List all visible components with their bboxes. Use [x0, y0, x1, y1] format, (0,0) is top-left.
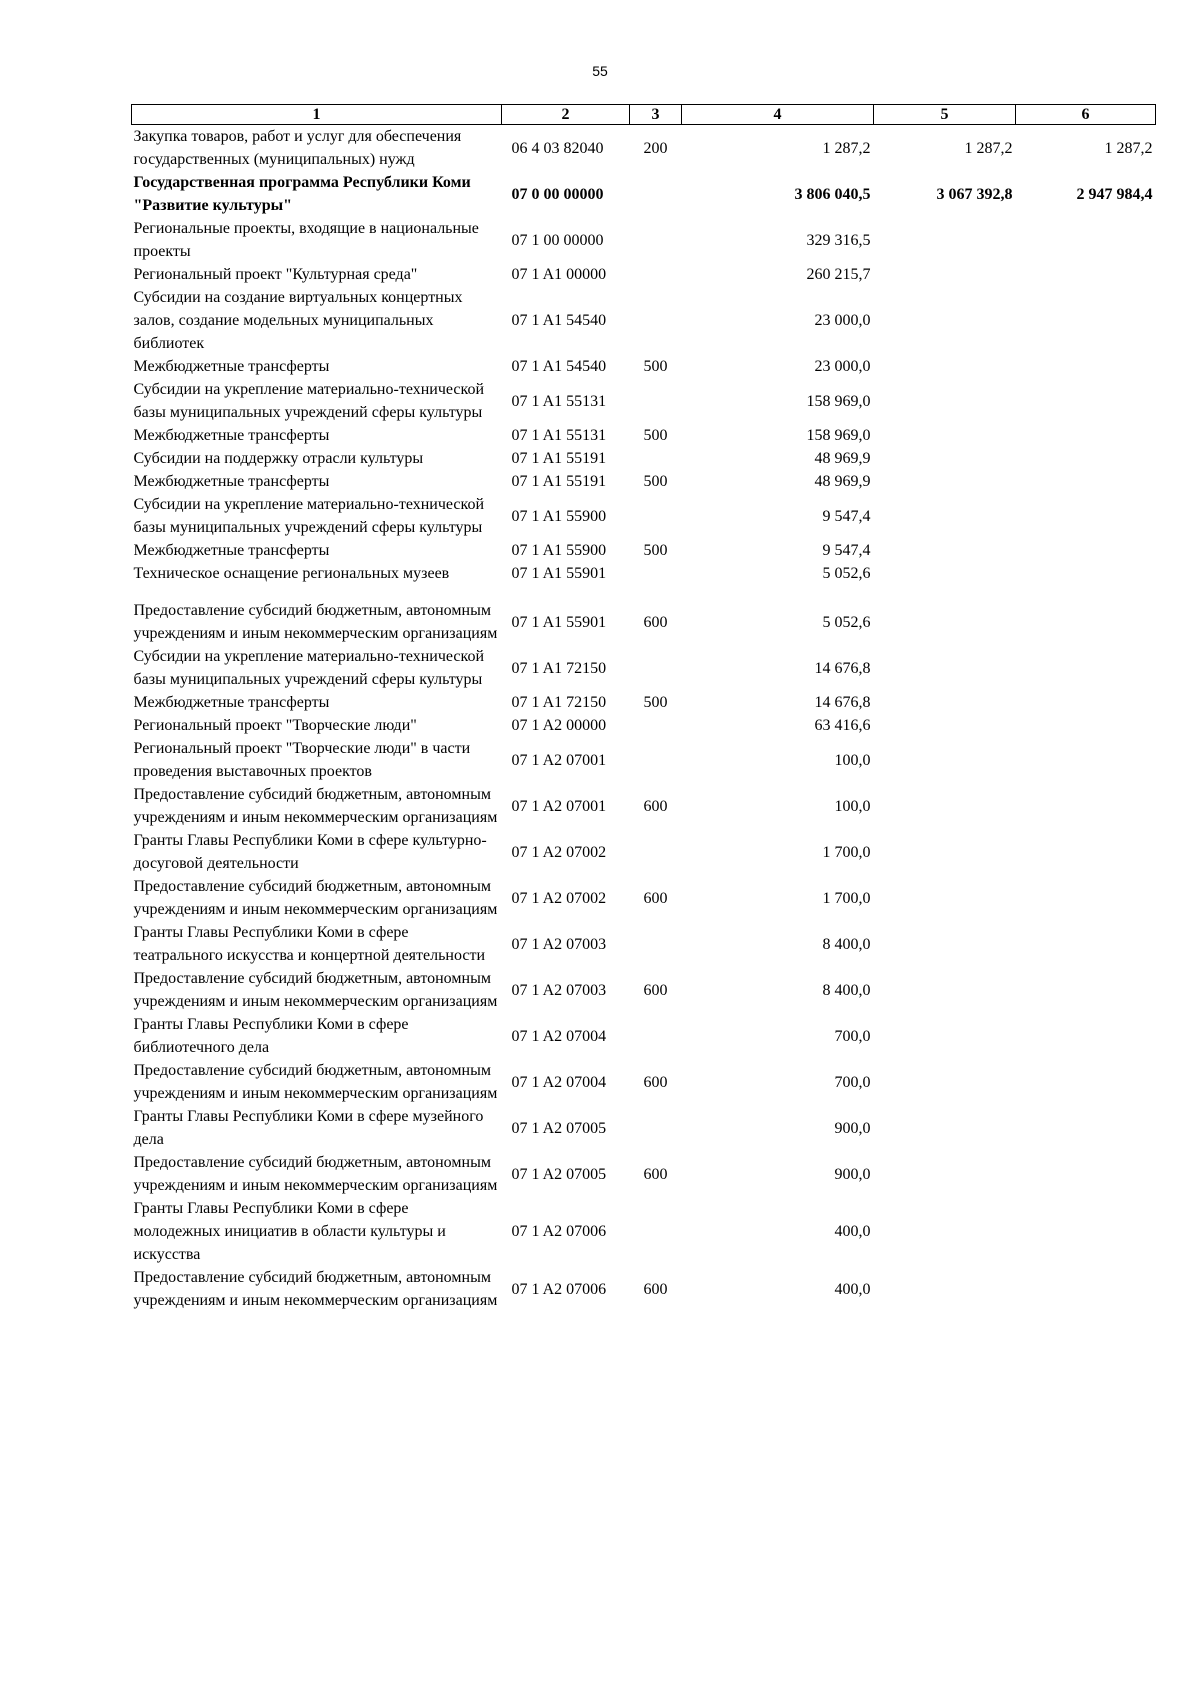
row-name-cell: Предоставление субсидий бюджетным, автономным учреждениям и иным некоммерческим организациям	[133, 1062, 498, 1102]
table-body	[132, 125, 1156, 1313]
row-value-2-cell	[874, 562, 1016, 599]
table-row	[132, 737, 1156, 783]
table-row	[132, 599, 1156, 645]
row-value-2-cell	[874, 378, 1016, 424]
table-row	[132, 1266, 1156, 1312]
row-code-cell: 07 1 A1 72150	[511, 694, 607, 711]
header-col-3: 3	[630, 105, 682, 125]
row-value-1-cell: 23 000,0	[814, 312, 871, 329]
row-value-1-cell: 48 969,9	[814, 473, 871, 490]
row-code-cell: 07 1 A2 07001	[511, 751, 607, 769]
table-row	[132, 263, 1156, 286]
row-code-cell: 07 1 A2 07006	[511, 1280, 607, 1298]
row-name-cell: Гранты Главы Республики Коми в сфере театрального искусства и концертной деятельности	[133, 924, 486, 964]
row-value-1-cell: 329 316,5	[806, 231, 871, 249]
table-row	[132, 539, 1156, 562]
row-value-1-cell: 1 700,0	[822, 889, 871, 907]
row-name-cell: Региональный проект "Творческие люди" в части проведения выставочных проектов	[133, 740, 471, 780]
table-row	[132, 1013, 1156, 1059]
row-expense-type-cell: 600	[643, 889, 668, 907]
row-value-1-cell: 5 052,6	[822, 565, 871, 582]
row-value-2-cell	[874, 737, 1016, 783]
row-code-cell: 07 1 A2 07003	[511, 935, 607, 953]
row-name-cell: Региональные проекты, входящие в национальные проекты	[133, 220, 479, 260]
row-name-cell: Субсидии на поддержку отрасли культуры	[133, 450, 424, 467]
row-expense-type-cell: 600	[643, 797, 668, 815]
row-code-cell: 07 1 A1 55191	[511, 450, 607, 467]
table-row	[132, 447, 1156, 470]
row-expense-type-cell	[630, 714, 682, 737]
row-value-2-cell	[874, 424, 1016, 447]
row-value-1-cell: 400,0	[834, 1223, 871, 1240]
table-row	[132, 1151, 1156, 1197]
row-value-2-cell	[874, 1059, 1016, 1105]
row-value-3-cell	[1016, 599, 1156, 645]
row-code-cell: 07 1 A2 07001	[511, 797, 607, 815]
row-value-1-cell: 158 969,0	[806, 392, 871, 410]
table-row	[132, 1105, 1156, 1151]
row-value-2-cell	[874, 599, 1016, 645]
row-code-cell: 07 1 A1 55131	[511, 392, 607, 410]
table-row	[132, 829, 1156, 875]
row-expense-type-cell: 500	[643, 542, 668, 559]
row-name-cell: Субсидии на укрепление материально-технической базы муниципальных учреждений сферы культуры	[133, 381, 484, 421]
budget-table	[131, 104, 1156, 1312]
row-expense-type-cell	[630, 737, 682, 783]
row-name-cell: Предоставление субсидий бюджетным, автономным учреждениям и иным некоммерческим организациям	[133, 970, 498, 1010]
table-row	[132, 714, 1156, 737]
row-value-3-cell	[1016, 470, 1156, 493]
table-row	[132, 875, 1156, 921]
row-expense-type-cell	[630, 562, 682, 599]
header-col-5: 5	[874, 105, 1016, 125]
table-row	[132, 783, 1156, 829]
row-value-2-cell	[874, 263, 1016, 286]
table-row	[132, 378, 1156, 424]
table-row	[132, 217, 1156, 263]
row-value-2-cell	[874, 286, 1016, 355]
row-code-cell: 07 1 A1 54540	[511, 312, 607, 329]
row-value-3-cell	[1016, 829, 1156, 875]
row-name-cell: Межбюджетные трансферты	[133, 473, 330, 490]
row-value-3-cell	[1016, 737, 1156, 783]
row-code-cell: 07 1 A1 00000	[511, 266, 607, 283]
row-expense-type-cell: 600	[643, 1280, 668, 1298]
row-value-1-cell: 700,0	[834, 1027, 871, 1045]
row-value-1-cell: 8 400,0	[822, 935, 871, 953]
row-name-cell: Гранты Главы Республики Коми в сфере культурно-досуговой деятельности	[133, 832, 487, 872]
row-value-2-cell	[874, 645, 1016, 691]
row-value-3-cell	[1016, 1013, 1156, 1059]
row-name-cell: Межбюджетные трансферты	[133, 427, 330, 444]
header-col-4: 4	[682, 105, 874, 125]
row-value-1-cell: 14 676,8	[814, 694, 871, 711]
row-code-cell: 07 1 A2 07004	[511, 1073, 607, 1091]
row-expense-type-cell	[630, 1013, 682, 1059]
row-expense-type-cell	[630, 1105, 682, 1151]
row-value-2-cell	[874, 1266, 1016, 1312]
row-value-1-cell: 9 547,4	[822, 507, 871, 525]
row-value-3-cell	[1016, 1266, 1156, 1312]
row-value-3-cell: 2 947 984,4	[1076, 185, 1153, 203]
row-name-cell: Региональный проект "Культурная среда"	[133, 266, 418, 283]
row-value-3-cell	[1016, 1105, 1156, 1151]
table-row	[132, 125, 1156, 172]
row-value-1-cell: 1 287,2	[822, 139, 871, 157]
row-expense-type-cell: 200	[643, 139, 668, 157]
table-row	[132, 645, 1156, 691]
row-expense-type-cell	[630, 378, 682, 424]
row-value-1-cell: 1 700,0	[822, 843, 871, 861]
row-value-1-cell: 158 969,0	[806, 427, 871, 444]
table-row	[132, 967, 1156, 1013]
row-name-cell: Государственная программа Республики Коми "Развитие культуры"	[133, 174, 471, 214]
row-expense-type-cell: 500	[643, 473, 668, 490]
table-row	[132, 1059, 1156, 1105]
header-col-6: 6	[1016, 105, 1156, 125]
row-name-cell: Межбюджетные трансферты	[133, 358, 330, 375]
row-code-cell: 07 1 A2 07005	[511, 1165, 607, 1183]
row-value-3-cell	[1016, 286, 1156, 355]
row-value-2-cell: 3 067 392,8	[936, 185, 1013, 203]
table-row	[132, 562, 1156, 599]
row-value-3-cell	[1016, 447, 1156, 470]
row-value-2-cell	[874, 493, 1016, 539]
row-value-1-cell: 63 416,6	[814, 717, 871, 734]
header-col-2: 2	[502, 105, 630, 125]
table-row	[132, 691, 1156, 714]
row-value-3-cell	[1016, 783, 1156, 829]
row-value-3-cell	[1016, 645, 1156, 691]
row-code-cell: 07 1 A1 72150	[511, 659, 607, 677]
row-expense-type-cell	[630, 829, 682, 875]
row-code-cell: 07 1 A2 07002	[511, 889, 607, 907]
row-value-1-cell: 100,0	[834, 797, 871, 815]
row-name-cell: Субсидии на укрепление материально-технической базы муниципальных учреждений сферы культуры	[133, 648, 484, 688]
row-expense-type-cell: 500	[643, 694, 668, 711]
row-code-cell: 07 1 A1 55191	[511, 473, 607, 490]
row-code-cell: 07 1 A1 55131	[511, 427, 607, 444]
row-value-2-cell	[874, 447, 1016, 470]
row-value-1-cell: 100,0	[834, 751, 871, 769]
row-code-cell: 07 1 A1 54540	[511, 358, 607, 375]
row-expense-type-cell: 600	[643, 981, 668, 999]
row-value-2-cell	[874, 470, 1016, 493]
header-col-1: 1	[132, 105, 502, 125]
row-value-1-cell: 400,0	[834, 1280, 871, 1298]
row-name-cell: Предоставление субсидий бюджетным, автономным учреждениям и иным некоммерческим организациям	[133, 878, 498, 918]
row-value-3-cell	[1016, 539, 1156, 562]
page-number: 55	[592, 63, 608, 79]
row-expense-type-cell	[630, 263, 682, 286]
row-expense-type-cell	[630, 217, 682, 263]
row-expense-type-cell: 500	[643, 427, 668, 444]
row-expense-type-cell: 600	[643, 613, 668, 631]
row-value-2-cell	[874, 967, 1016, 1013]
table-row	[132, 286, 1156, 355]
row-code-cell: 07 1 A2 07003	[511, 981, 607, 999]
row-code-cell: 07 1 A2 00000	[511, 717, 607, 734]
row-value-3-cell	[1016, 875, 1156, 921]
row-name-cell: Предоставление субсидий бюджетным, автономным учреждениям и иным некоммерческим организациям	[133, 1269, 498, 1309]
row-value-2-cell	[874, 875, 1016, 921]
row-value-3-cell	[1016, 967, 1156, 1013]
row-expense-type-cell: 500	[643, 358, 668, 375]
row-name-cell: Межбюджетные трансферты	[133, 542, 330, 559]
row-value-2-cell	[874, 1197, 1016, 1266]
row-value-1-cell: 8 400,0	[822, 981, 871, 999]
row-value-2-cell	[874, 783, 1016, 829]
row-expense-type-cell	[630, 921, 682, 967]
row-value-1-cell: 700,0	[834, 1073, 871, 1091]
row-value-2-cell: 1 287,2	[964, 139, 1013, 157]
row-value-2-cell	[874, 714, 1016, 737]
row-value-3-cell	[1016, 562, 1156, 599]
row-expense-type-cell: 600	[643, 1073, 668, 1091]
row-value-1-cell: 5 052,6	[822, 613, 871, 631]
row-name-cell: Закупка товаров, работ и услуг для обеспечения государственных (муниципальных) нужд	[133, 128, 462, 168]
row-name-cell: Гранты Главы Республики Коми в сфере музейного дела	[133, 1108, 484, 1148]
row-code-cell: 07 1 A2 07005	[511, 1119, 607, 1137]
row-name-cell: Техническое оснащение региональных музеев	[133, 565, 450, 582]
table-header-row	[132, 105, 1156, 125]
row-name-cell: Региональный проект "Творческие люди"	[133, 717, 417, 734]
row-code-cell: 07 1 A1 55900	[511, 507, 607, 525]
row-value-1-cell: 9 547,4	[822, 542, 871, 559]
row-value-3-cell	[1016, 424, 1156, 447]
row-expense-type-cell	[630, 645, 682, 691]
row-value-2-cell	[874, 1151, 1016, 1197]
row-value-1-cell: 260 215,7	[806, 266, 871, 283]
row-expense-type-cell	[630, 447, 682, 470]
table-row	[132, 470, 1156, 493]
row-name-cell: Субсидии на укрепление материально-технической базы муниципальных учреждений сферы культуры	[133, 496, 484, 536]
table-row	[132, 171, 1156, 217]
row-code-cell: 07 1 A1 55901	[511, 613, 607, 631]
row-value-3-cell	[1016, 714, 1156, 737]
row-code-cell: 07 1 A1 55901	[511, 565, 607, 582]
row-name-cell: Субсидии на создание виртуальных концертных залов, создание модельных муниципальных библиотек	[133, 289, 463, 352]
table-row	[132, 424, 1156, 447]
row-value-3-cell	[1016, 493, 1156, 539]
row-expense-type-cell	[630, 1197, 682, 1266]
row-expense-type-cell: 600	[643, 1165, 668, 1183]
row-value-3-cell	[1016, 691, 1156, 714]
row-value-3-cell	[1016, 1151, 1156, 1197]
row-name-cell: Предоставление субсидий бюджетным, автономным учреждениям и иным некоммерческим организациям	[133, 1154, 498, 1194]
row-expense-type-cell	[630, 493, 682, 539]
row-value-1-cell: 14 676,8	[814, 659, 871, 677]
row-code-cell: 07 1 A2 07002	[511, 843, 607, 861]
row-value-2-cell	[874, 829, 1016, 875]
row-value-3-cell	[1016, 1197, 1156, 1266]
row-expense-type-cell	[630, 286, 682, 355]
row-value-3-cell	[1016, 217, 1156, 263]
row-code-cell: 07 1 00 00000	[511, 231, 604, 249]
row-value-3-cell	[1016, 378, 1156, 424]
row-name-cell: Гранты Главы Республики Коми в сфере библиотечного дела	[133, 1016, 409, 1056]
row-value-3-cell	[1016, 921, 1156, 967]
row-name-cell: Предоставление субсидий бюджетным, автономным учреждениям и иным некоммерческим организациям	[133, 786, 498, 826]
row-code-cell: 07 1 A2 07004	[511, 1027, 607, 1045]
row-name-cell: Гранты Главы Республики Коми в сфере молодежных инициатив в области культуры и искусства	[133, 1200, 446, 1263]
row-value-1-cell: 3 806 040,5	[794, 185, 871, 203]
row-value-2-cell	[874, 217, 1016, 263]
table-row	[132, 1197, 1156, 1266]
row-value-1-cell: 900,0	[834, 1119, 871, 1137]
row-value-3-cell: 1 287,2	[1104, 139, 1153, 157]
row-code-cell: 07 1 A1 55900	[511, 542, 607, 559]
row-value-1-cell: 48 969,9	[814, 450, 871, 467]
table-row	[132, 921, 1156, 967]
row-value-1-cell: 900,0	[834, 1165, 871, 1183]
row-value-2-cell	[874, 1105, 1016, 1151]
row-value-3-cell	[1016, 263, 1156, 286]
row-code-cell: 06 4 03 82040	[511, 139, 604, 157]
table-row	[132, 493, 1156, 539]
row-name-cell: Предоставление субсидий бюджетным, автономным учреждениям и иным некоммерческим организациям	[133, 602, 498, 642]
row-value-3-cell	[1016, 1059, 1156, 1105]
row-expense-type-cell	[630, 171, 682, 217]
table-row	[132, 355, 1156, 378]
row-code-cell: 07 1 A2 07006	[511, 1223, 607, 1240]
row-value-1-cell: 23 000,0	[814, 358, 871, 375]
row-value-2-cell	[874, 691, 1016, 714]
row-value-2-cell	[874, 539, 1016, 562]
row-code-cell: 07 0 00 00000	[511, 185, 604, 203]
row-name-cell: Межбюджетные трансферты	[133, 694, 330, 711]
row-value-2-cell	[874, 921, 1016, 967]
row-value-2-cell	[874, 355, 1016, 378]
row-value-2-cell	[874, 1013, 1016, 1059]
row-value-3-cell	[1016, 355, 1156, 378]
